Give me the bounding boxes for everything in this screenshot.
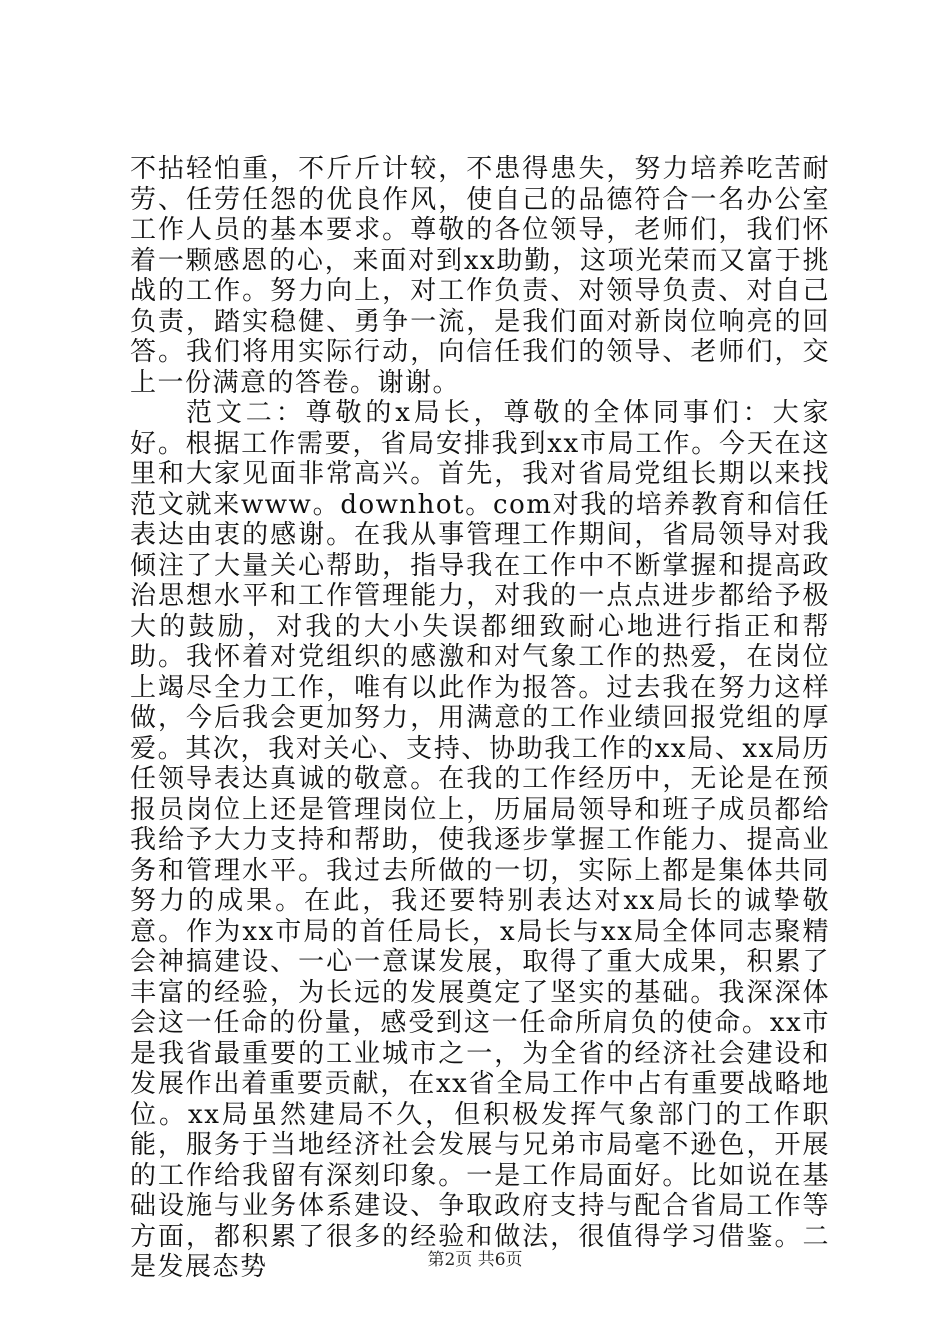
page-number-footer: 第2页 共6页 <box>427 1250 523 1270</box>
paragraph-2: 范文二：尊敬的x局长，尊敬的全体同事们：大家好。根据工作需要，省局安排我到xx市局工作。今天在这里和大家见面非常高兴。首先，我对省局党组长期以来找范文就来www。downhot。com对我的培养教育和信任表达由衷的感谢。在我从事管理工作期间，省局领导对我倾注了大量关心帮助，指导我在工作中不断掌握和提高政治思想水平和工作管理能力，对我的一点点进步都给予极大的鼓励，对我的大小失误都细致耐心地进行指正和帮助。我怀着对党组织的感激和对气象工作的热爱，在岗位上竭尽全力工作，唯有以此作为报答。过去我在努力这样做，今后我会更加努力，用满意的工作业绩回报党组的厚爱。其次，我对关心、支持、协助我工作的xx局、xx局历任领导表达真诚的敬意。在我的工作经历中，无论是在预报员岗位上还是管理岗位上，历届局领导和班子成员都给我给予大力支持和帮助，使我逐步掌握工作能力、提高业务和管理水平。我过去所做的一切，实际上都是集体共同努力的成果。在此，我还要特别表达对xx局长的诚挚敬意。作为xx市局的首任局长，x局长与xx局全体同志聚精会神搞建设、一心一意谋发展，取得了重大成果，积累了丰富的经验，为长远的发展奠定了坚实的基础。我深深体会这一任命的份量，感受到这一任命所肩负的使命。xx市是我省最重要的工业城市之一，为全省的经济社会建设和发展作出着重要贡献，在xx省全局工作中占有重要战略地位。xx局虽然建局不久，但积极发挥气象部门的工作职能，服务于当地经济社会发展与兄弟市局毫不逊色，开展的工作给我留有深刻印象。一是工作局面好。比如说在基础设施与业务体系建设、争取政府支持与配合省局工作等方面，都积累了很多的经验和做法，很值得学习借鉴。二是发展态势 <box>130 398 830 1282</box>
document-body <box>130 154 830 1283</box>
paragraph-1: 不拈轻怕重，不斤斤计较，不患得患失，努力培养吃苦耐劳、任劳任怨的优良作风，使自己的品德符合一名办公室工作人员的基本要求。尊敬的各位领导，老师们，我们怀着一颗感恩的心，来面对到xx助勤，这项光荣而又富于挑战的工作。努力向上，对工作负责、对领导负责、对自己负责，踏实稳健、勇争一流，是我们面对新岗位响亮的回答。我们将用实际行动，向信任我们的领导、老师们，交上一份满意的答卷。谢谢。 <box>130 154 830 398</box>
